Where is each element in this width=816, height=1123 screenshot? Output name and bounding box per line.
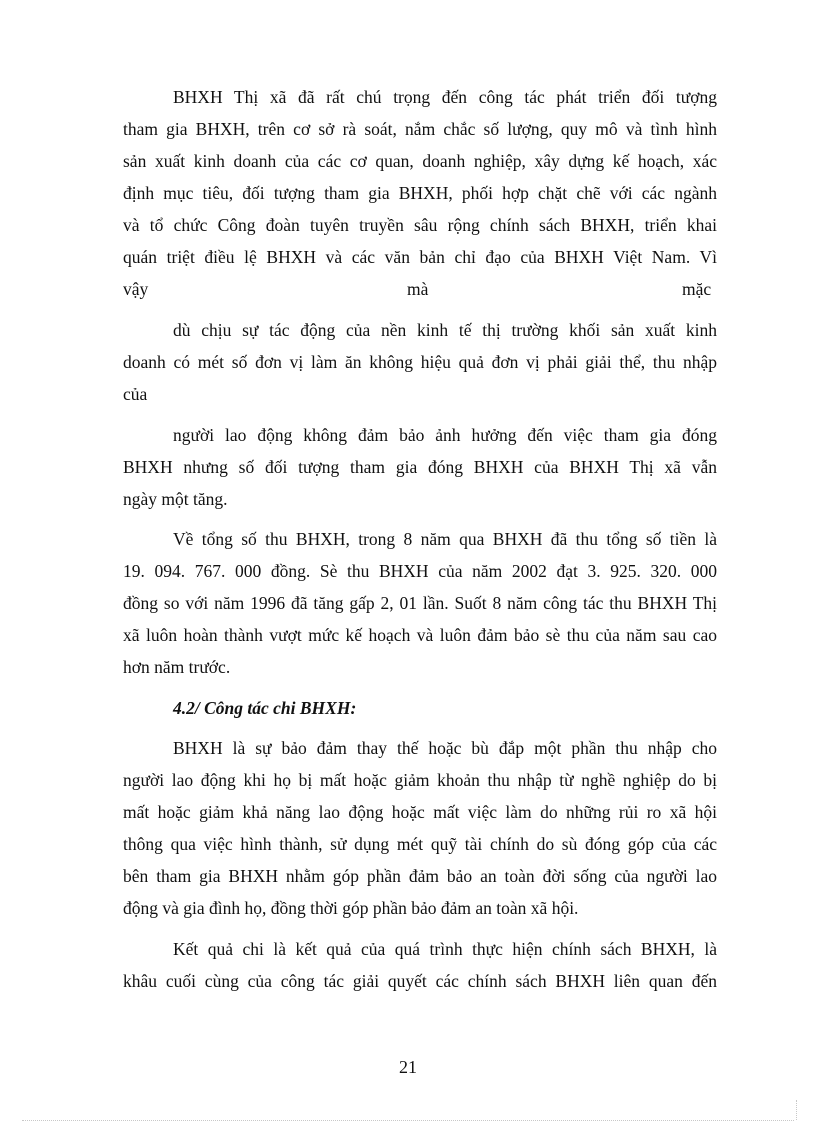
page-number: 21 xyxy=(399,1057,417,1077)
text-line: thông qua việc hình thành, sử dụng mét quỹ tài chính do sù đóng góp của các xyxy=(123,834,717,854)
text-word: mà xyxy=(407,279,429,299)
text-line: hơn năm trước. xyxy=(123,657,231,677)
text-line: dù chịu sự tác động của nền kinh tế thị trường khối sản xuất kinh xyxy=(173,320,717,340)
text-line: của xyxy=(123,384,148,404)
text-line: 19. 094. 767. 000 đồng. Sè thu BHXH của năm 2002 đạt 3. 925. 320. 000 xyxy=(123,561,717,581)
text-line: và tổ chức Công đoàn tuyên truyền sâu rộng chính sách BHXH, triển khai xyxy=(123,215,717,235)
text-line: đồng so với năm 1996 đã tăng gấp 2, 01 lần. Suốt 8 năm công tác thu BHXH Thị xyxy=(123,593,717,613)
footer-divider xyxy=(22,1120,794,1121)
text-word: vậy xyxy=(123,279,149,299)
text-line: người lao động không đảm bảo ảnh hưởng đến việc tham gia đóng xyxy=(173,425,717,445)
text-line: Kết quả chi là kết quả của quá trình thực hiện chính sách BHXH, là xyxy=(173,939,717,959)
text-line: sản xuất kinh doanh của các cơ quan, doanh nghiệp, xây dựng kế hoạch, xác xyxy=(123,151,717,171)
text-line: động và gia đình họ, đồng thời góp phần bảo đảm an toàn xã hội. xyxy=(123,898,579,918)
text-line: doanh có mét số đơn vị làm ăn không hiệu quả đơn vị phải giải thể, thu nhập xyxy=(123,352,717,372)
text-line: người lao động khi họ bị mất hoặc giảm khoản thu nhập từ nghề nghiệp do bị xyxy=(123,770,717,790)
text-line: tham gia BHXH, trên cơ sở rà soát, nắm chắc số lượng, quy mô và tình hình xyxy=(123,119,717,139)
text-line: BHXH là sự bảo đảm thay thế hoặc bù đắp một phần thu nhập cho xyxy=(173,738,717,758)
text-line: BHXH Thị xã đã rất chú trọng đến công tác phát triển đối tượng xyxy=(173,87,717,107)
text-line: quán triệt điều lệ BHXH và các văn bản chỉ đạo của BHXH Việt Nam. Vì xyxy=(123,247,717,267)
margin-divider xyxy=(796,1100,797,1120)
text-line: xã luôn hoàn thành vượt mức kế hoạch và luôn đảm bảo sè thu của năm sau cao xyxy=(123,625,717,645)
text-line: Về tổng số thu BHXH, trong 8 năm qua BHXH đã thu tổng số tiền là xyxy=(173,529,717,549)
text-word: mặc xyxy=(682,279,712,299)
text-line: ngày một tăng. xyxy=(123,489,228,509)
section-heading: 4.2/ Công tác chi BHXH: xyxy=(173,698,357,718)
text-line: BHXH nhưng số đối tượng tham gia đóng BHXH của BHXH Thị xã vẫn xyxy=(123,457,717,477)
text-line: bên tham gia BHXH nhằm góp phần đảm bảo an toàn đời sống của người lao xyxy=(123,866,717,886)
text-line: mất hoặc giảm khả năng lao động hoặc mất việc làm do những rủi ro xã hội xyxy=(123,802,717,822)
text-line: khâu cuối cùng của công tác giải quyết các chính sách BHXH liên quan đến xyxy=(123,971,717,991)
text-line: định mục tiêu, đối tượng tham gia BHXH, phối hợp chặt chẽ với các ngành xyxy=(123,183,717,203)
